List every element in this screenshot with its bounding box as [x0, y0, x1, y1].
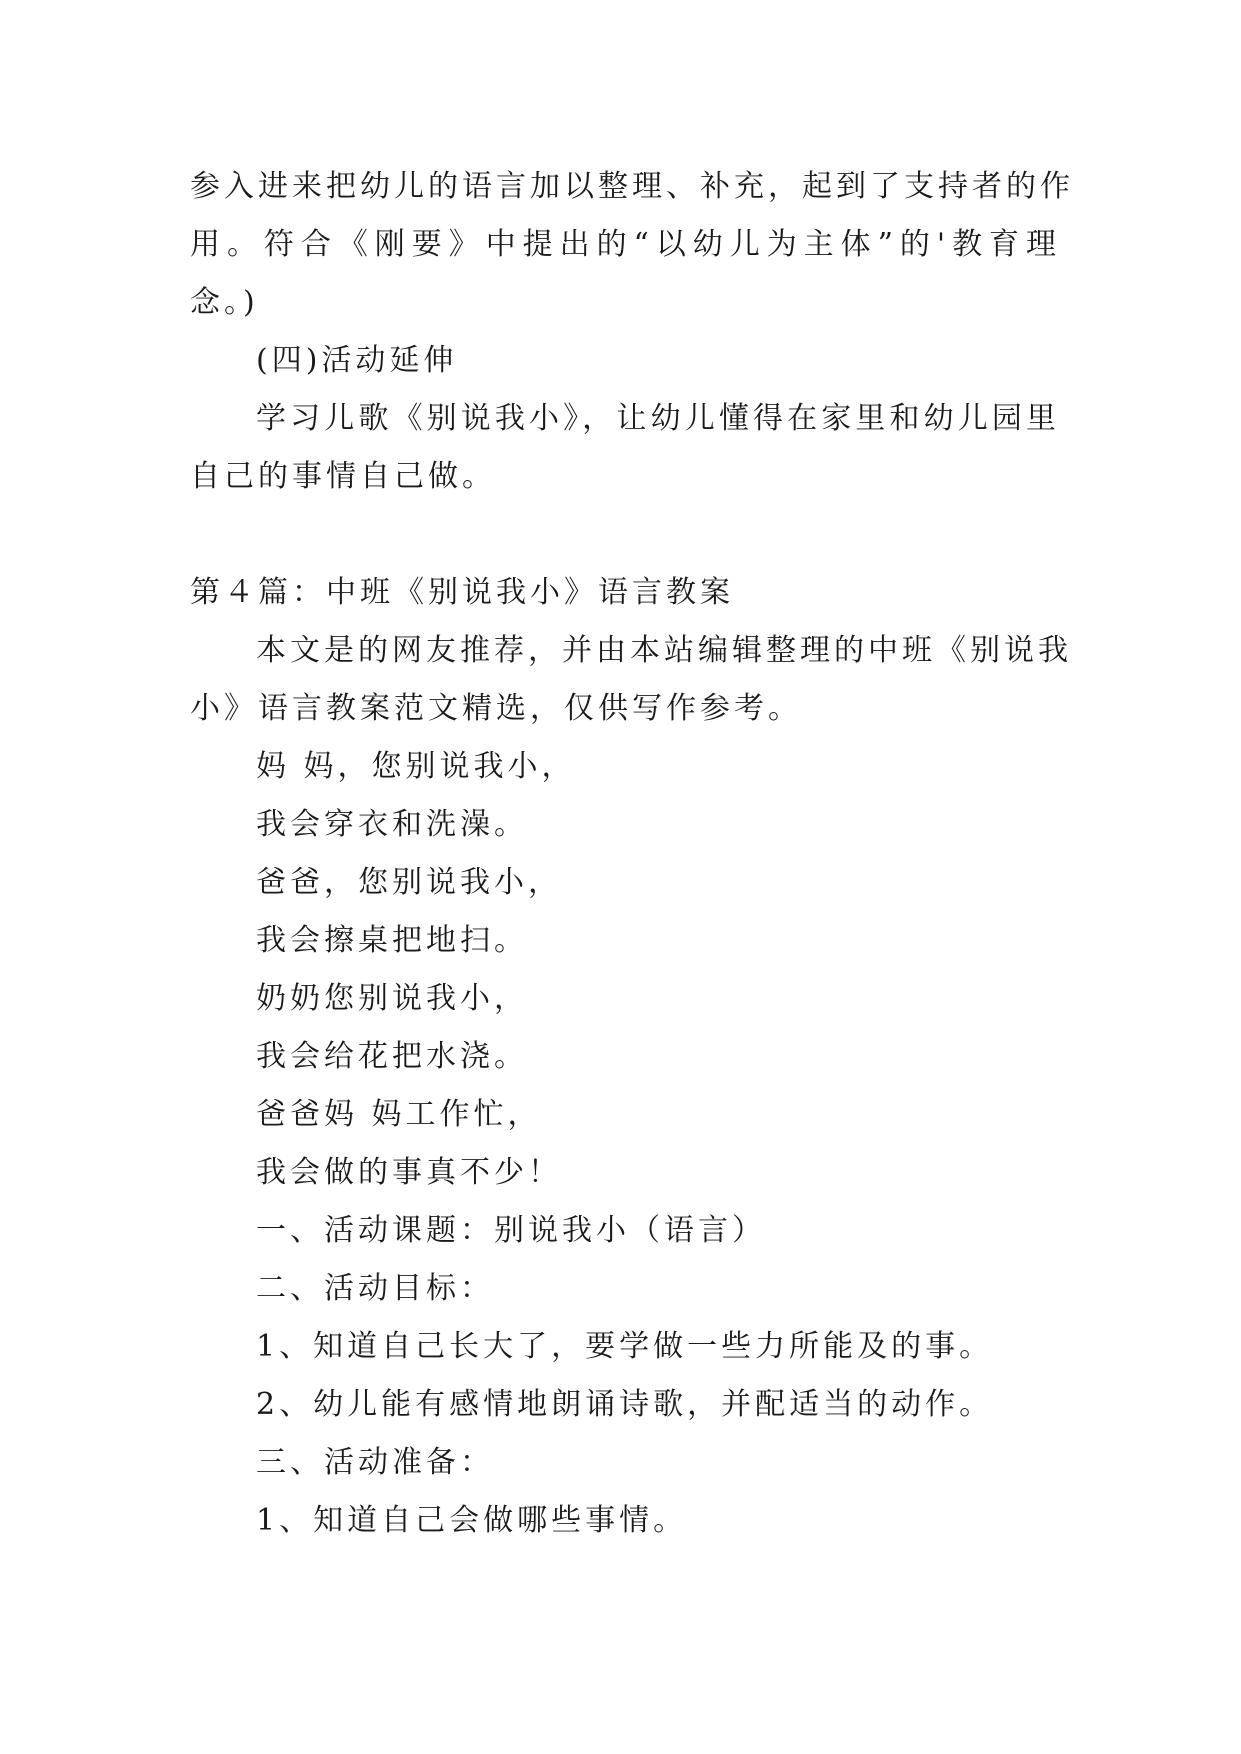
article-title: 第４篇：中班《别说我小》语言教案	[190, 575, 734, 610]
blank-line	[190, 506, 1060, 564]
section-heading: 一、活动课题：别说我小（语言）	[256, 1213, 766, 1248]
paragraph-line: 自己的事情自己做。	[190, 459, 496, 494]
paragraph-line: 用。符合《刚要》中提出的“以幼儿为主体”的'教育理	[190, 227, 1060, 262]
paragraph-line: 本文是的网友推荐，并由本站编辑整理的中班《别说我	[256, 633, 1072, 668]
poem-line: 爸爸妈 妈工作忙，	[256, 1097, 542, 1132]
poem-line: 妈 妈，您别说我小，	[256, 749, 576, 784]
poem-line: 我会给花把水浇。	[256, 1039, 528, 1074]
paragraph-line: 小》语言教案范文精选，仅供写作参考。	[190, 691, 802, 726]
poem-line: 我会穿衣和洗澡。	[256, 807, 528, 842]
list-item: 1、知道自己长大了，要学做一些力所能及的事。	[256, 1329, 994, 1364]
section-heading: 二、活动目标：	[256, 1271, 494, 1306]
poem-line: 我会做的事真不少！	[256, 1155, 562, 1190]
paragraph-line: 学习儿歌《别说我小》，让幼儿懂得在家里和幼儿园里	[256, 401, 1060, 436]
poem-line: 奶奶您别说我小，	[256, 981, 528, 1016]
paragraph-line: 参入进来把幼儿的语言加以整理、补充，起到了支持者的作	[190, 169, 1074, 204]
section-heading: 三、活动准备：	[256, 1445, 494, 1480]
list-item: 2、幼儿能有感情地朗诵诗歌，并配适当的动作。	[256, 1387, 994, 1422]
list-item: 1、知道自己会做哪些事情。	[256, 1503, 688, 1538]
section-heading: (四)活动延伸	[256, 343, 458, 378]
document-body	[190, 158, 1074, 1550]
paragraph-line: 念。)	[190, 285, 259, 320]
poem-line: 爸爸，您别说我小，	[256, 865, 562, 900]
poem-line: 我会擦桌把地扫。	[256, 923, 528, 958]
